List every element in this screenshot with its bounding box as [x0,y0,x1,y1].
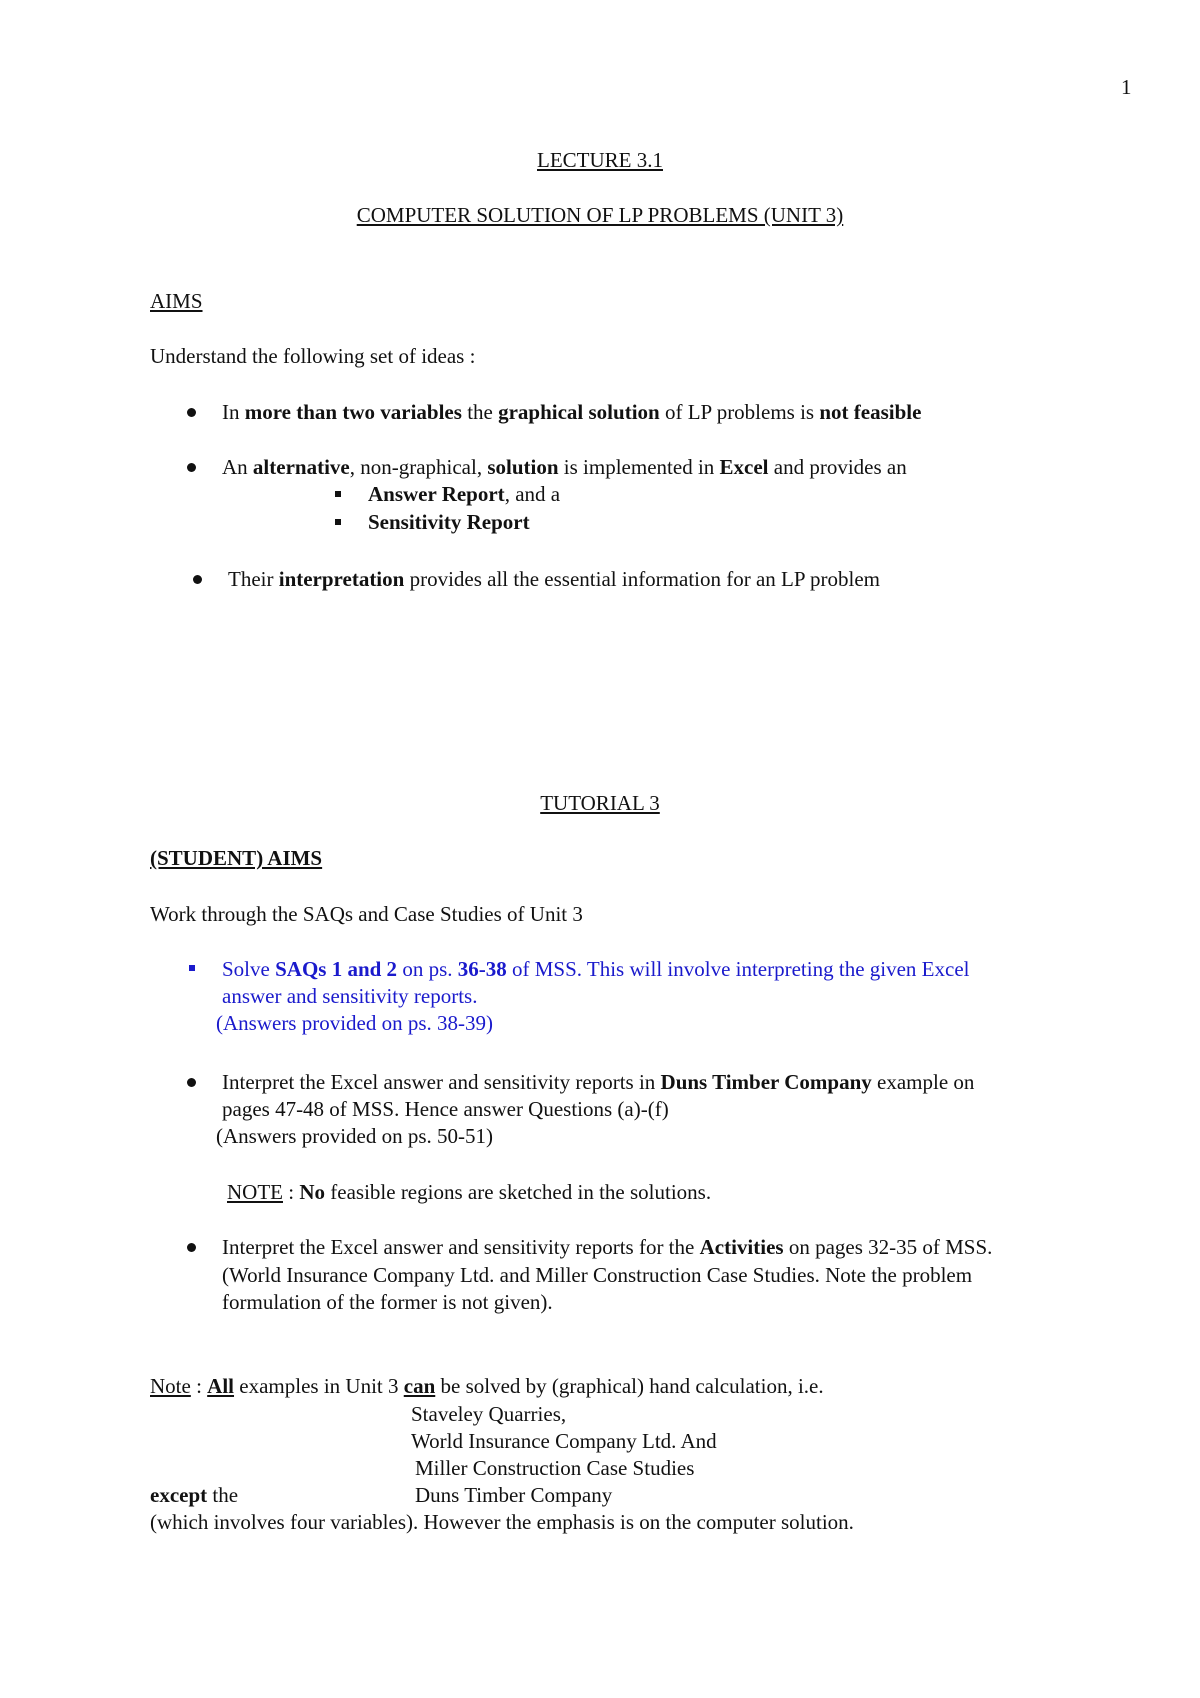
tutorial-intro: Work through the SAQs and Case Studies of Unit 3 [150,902,583,926]
bullet-icon [193,575,202,584]
tutorial-item-1-line3: (Answers provided on ps. 38-39) [216,1011,494,1035]
tutorial-item-3-line2: (World Insurance Company Ltd. and Miller Construction Case Studies. Note the problem [222,1263,973,1287]
bullet-icon [187,408,196,417]
except-line: except the [150,1483,239,1507]
aims-intro: Understand the following set of ideas : [150,344,476,368]
tutorial-item-3: Interpret the Excel answer and sensitivity reports for the Activities on pages 32-35 of MSS. [222,1235,993,1259]
case-miller: Miller Construction Case Studies [415,1456,695,1480]
lecture-bullet-3: Their interpretation provides all the essential information for an LP problem [228,567,881,591]
sub-bullet-sensitivity-report: Sensitivity Report [368,510,530,534]
tutorial-item-1: Solve SAQs 1 and 2 on ps. 36-38 of MSS. This will involve interpreting the given Excel [222,957,970,981]
page-number: 1 [1121,75,1132,99]
final-line: (which involves four variables). However the emphasis is on the computer solution. [150,1510,854,1534]
bullet-icon [187,1078,196,1087]
tutorial-item-3-line3: formulation of the former is not given). [222,1290,553,1314]
tutorial-title: TUTORIAL 3 [540,791,660,815]
tutorial-note: NOTE : No feasible regions are sketched in the solutions. [227,1180,712,1204]
lecture-title: LECTURE 3.1 [537,148,663,172]
tutorial-item-2-line2: pages 47-48 of MSS. Hence answer Questions (a)-(f) [222,1097,669,1121]
student-aims-heading: (STUDENT) AIMS [150,846,323,870]
lecture-bullet-1: In more than two variables the graphical solution of LP problems is not feasible [222,400,922,424]
square-bullet-icon [335,491,341,497]
lecture-bullet-2: An alternative, non-graphical, solution is implemented in Excel and provides an [222,455,907,479]
tutorial-item-1-line2: answer and sensitivity reports. [222,984,478,1008]
sub-bullet-answer-report: Answer Report, and a [368,482,561,506]
case-duns: Duns Timber Company [415,1483,613,1507]
case-staveley: Staveley Quarries, [411,1402,567,1426]
lecture-subtitle: COMPUTER SOLUTION OF LP PROBLEMS (UNIT 3) [356,203,844,227]
tutorial-item-2-line3: (Answers provided on ps. 50-51) [216,1124,494,1148]
note-line: Note : All examples in Unit 3 can be solved by (graphical) hand calculation, i.e. [150,1374,824,1398]
tutorial-item-2: Interpret the Excel answer and sensitivity reports in Duns Timber Company example on [222,1070,975,1094]
square-bullet-icon [189,965,195,971]
bullet-icon [187,463,196,472]
aims-heading: AIMS [150,289,203,313]
case-world-insurance: World Insurance Company Ltd. And [411,1429,717,1453]
bullet-icon [187,1243,196,1252]
square-bullet-icon [335,519,341,525]
